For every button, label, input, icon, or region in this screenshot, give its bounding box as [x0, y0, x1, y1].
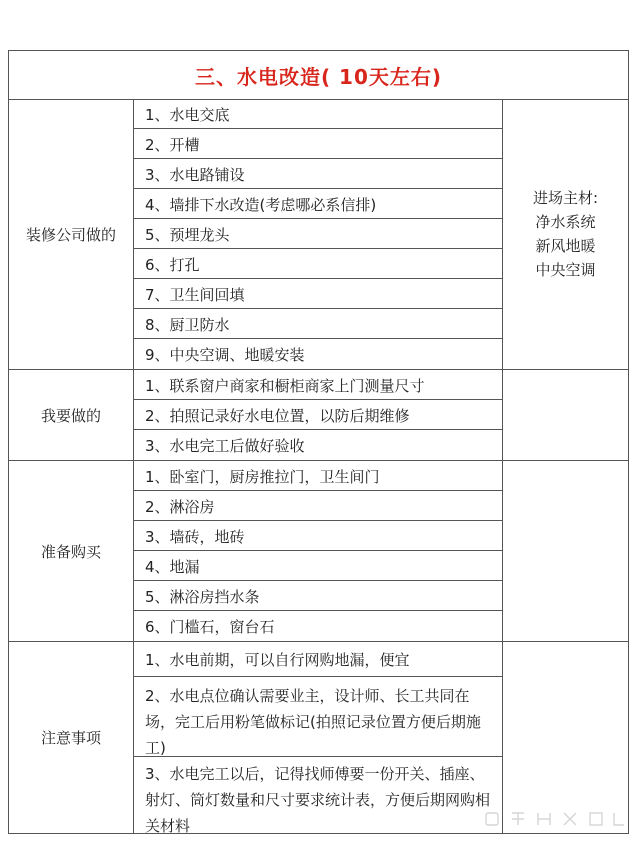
list-item: 2、水电点位确认需要业主，设计师、长工共同在场，完工后用粉笔做标记(拍照记录位置方便后期施工) — [134, 677, 503, 757]
list-item: 3、水电完工以后，记得找师傅要一份开关、插座、射灯、筒灯数量和尺寸要求统计表，方便后期网购相关材料 — [134, 757, 503, 833]
list-item: 8、厨卫防水 — [134, 309, 503, 339]
watermark — [478, 808, 628, 830]
category-notes: 注意事项 — [9, 642, 134, 833]
list-item: 1、水电前期，可以自行网购地漏，便宜 — [134, 642, 503, 677]
list-item: 6、门槛石，窗台石 — [134, 611, 503, 642]
list-item: 3、水电完工后做好验收 — [134, 430, 503, 461]
list-item: 7、卫生间回填 — [134, 279, 503, 309]
category-my-tasks: 我要做的 — [9, 370, 134, 461]
empty-note-cell — [503, 642, 628, 833]
category-company: 装修公司做的 — [9, 99, 134, 370]
list-item: 3、墙砖，地砖 — [134, 521, 503, 551]
list-item: 5、淋浴房挡水条 — [134, 581, 503, 611]
materials-note-line: 新风地暖 — [535, 237, 596, 255]
empty-note-cell — [503, 370, 628, 461]
table-title: 三、水电改造( 10天左右) — [9, 51, 628, 100]
list-item: 1、联系窗户商家和橱柜商家上门测量尺寸 — [134, 370, 503, 400]
list-item: 6、打孔 — [134, 249, 503, 279]
materials-note — [503, 99, 628, 370]
list-item: 2、开槽 — [134, 129, 503, 159]
list-item: 1、卧室门，厨房推拉门，卫生间门 — [134, 461, 503, 491]
list-item: 9、中央空调、地暖安装 — [134, 339, 503, 370]
list-item: 2、拍照记录好水电位置，以防后期维修 — [134, 400, 503, 430]
list-item: 4、地漏 — [134, 551, 503, 581]
list-item: 2、淋浴房 — [134, 491, 503, 521]
materials-note-line: 净水系统 — [535, 213, 596, 231]
materials-note-line: 中央空调 — [535, 261, 596, 279]
renovation-table — [8, 50, 629, 834]
list-item: 5、预埋龙头 — [134, 219, 503, 249]
materials-note-label: 进场主材: — [532, 189, 599, 207]
category-purchase: 准备购买 — [9, 461, 134, 642]
list-item: 4、墙排下水改造(考虑哪必系信排) — [134, 189, 503, 219]
watermark-glyphs — [478, 808, 628, 830]
list-item: 1、水电交底 — [134, 99, 503, 129]
list-item: 3、水电路铺设 — [134, 159, 503, 189]
empty-note-cell — [503, 461, 628, 642]
